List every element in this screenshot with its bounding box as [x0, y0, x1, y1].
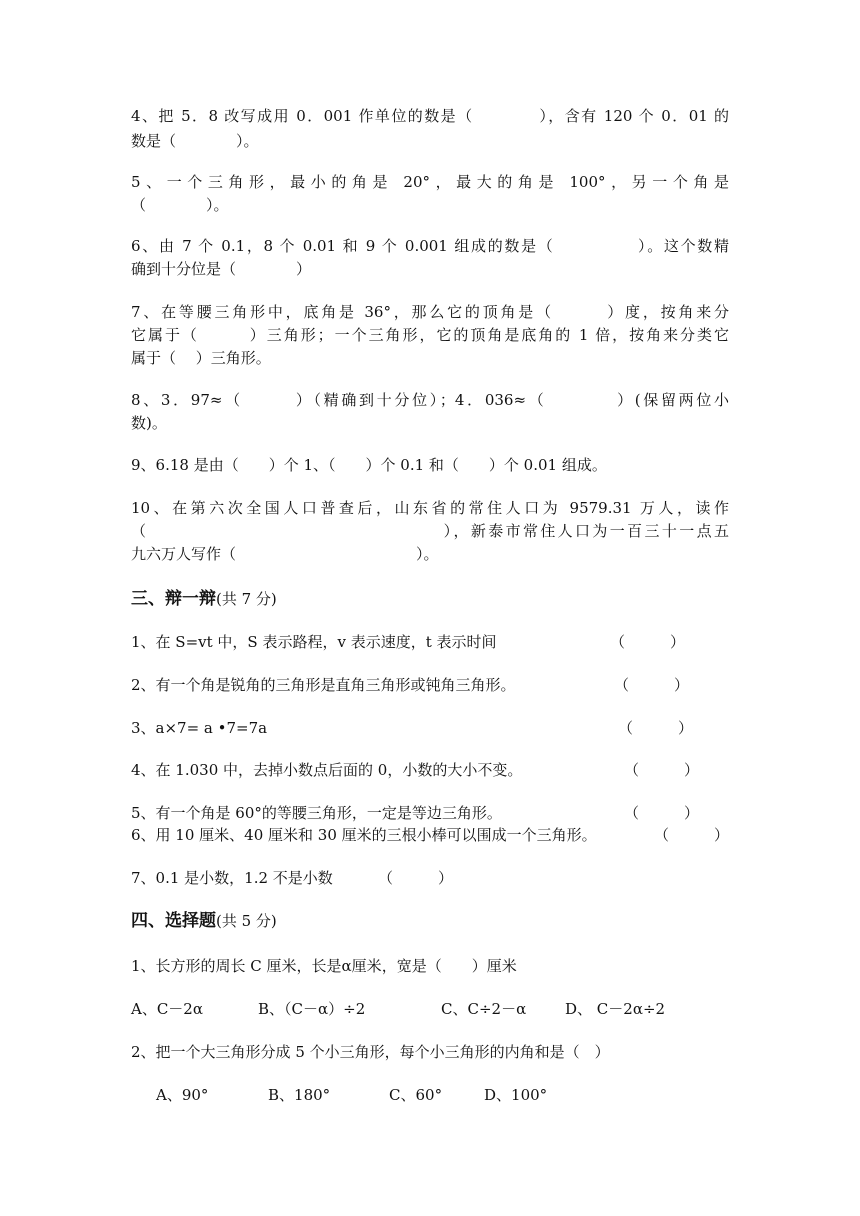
section-3-title: 三、辩一辩 [131, 589, 216, 609]
question-10-line-1: 10、在第六次全国人口普查后，山东省的常住人口为 9579.31 万人，读作 [131, 499, 729, 517]
section-4-title: 四、选择题 [131, 911, 216, 931]
judge-answer-1[interactable]: （ ） [610, 633, 686, 651]
judge-item-6: 6、用 10 厘米、40 厘米和 30 厘米的三根小棒可以围成一个三角形。 [131, 826, 597, 844]
choice-1-option-a[interactable]: A、C－2α [131, 1000, 203, 1018]
judge-answer-6[interactable]: （ ） [654, 826, 730, 844]
question-8-line-2: 数)。 [131, 414, 167, 432]
judge-item-1: 1、在 S=vt 中，S 表示路程，v 表示速度，t 表示时间 [131, 633, 497, 651]
judge-item-3: 3、a×7= a •7=7a [131, 719, 268, 737]
question-5-line-1: 5、一个三角形，最小的角是 20°，最大的角是 100°，另一个角是 [131, 173, 729, 191]
question-5-line-2: （ ）。 [131, 196, 229, 214]
judge-answer-2[interactable]: （ ） [614, 676, 690, 694]
question-7-line-1: 7、在等腰三角形中，底角是 36°，那么它的顶角是（ ）度，按角来分 [131, 303, 729, 321]
choice-2-option-d[interactable]: D、100° [484, 1086, 548, 1104]
question-10-line-3: 九六万人写作（ ）。 [131, 545, 439, 563]
question-7-line-3: 属于（ ）三角形。 [131, 349, 271, 367]
judge-item-7: 7、0.1 是小数，1.2 不是小数 [131, 869, 333, 887]
question-8-line-1: 8、3．97≈（ ）（精确到十分位）；4．036≈（ ）(保留两位小 [131, 391, 729, 409]
judge-item-5: 5、有一个角是 60°的等腰三角形，一定是等边三角形。 [131, 804, 502, 822]
choice-1-option-b[interactable]: B、（C－α）÷2 [258, 1000, 366, 1018]
section-4-points: (共 5 分) [216, 912, 277, 930]
judge-answer-7[interactable]: （ ） [378, 869, 454, 887]
judge-item-2: 2、有一个角是锐角的三角形是直角三角形或钝角三角形。 [131, 676, 516, 694]
choice-question-1: 1、长方形的周长 C 厘米，长是α厘米，宽是（ ）厘米 [131, 957, 517, 975]
question-6-line-1: 6、由 7 个 0.1，8 个 0.01 和 9 个 0.001 组成的数是（ ）。这个数精 [131, 237, 729, 255]
section-4-heading [131, 911, 277, 931]
choice-1-option-d[interactable]: D、 C－2α÷2 [565, 1000, 666, 1018]
judge-answer-3[interactable]: （ ） [618, 719, 694, 737]
choice-2-option-b[interactable]: B、180° [268, 1086, 331, 1104]
question-9: 9、6.18 是由（ ）个 1、（ ）个 0.1 和（ ）个 0.01 组成。 [131, 456, 607, 474]
question-6-line-2: 确到十分位是（ ） [131, 260, 312, 278]
choice-2-option-a[interactable]: A、90° [156, 1086, 209, 1104]
question-7-line-2: 它属于（ ）三角形；一个三角形，它的顶角是底角的 1 倍，按角来分类它 [131, 326, 729, 344]
choice-1-option-c[interactable]: C、C÷2－α [441, 1000, 527, 1018]
choice-question-2: 2、把一个大三角形分成 5 个小三角形，每个小三角形的内角和是（ ） [131, 1043, 610, 1061]
question-10-line-2: （ ），新泰市常住人口为一百三十一点五 [131, 522, 729, 540]
choice-2-option-c[interactable]: C、60° [389, 1086, 443, 1104]
question-4-line-1: 4、把 5．8 改写成用 0．001 作单位的数是（ ），含有 120 个 0．01 的 [131, 107, 729, 125]
judge-answer-4[interactable]: （ ） [624, 761, 700, 779]
question-4-line-2: 数是（ ）。 [131, 132, 259, 150]
section-3-points: (共 7 分) [216, 590, 277, 608]
judge-answer-5[interactable]: （ ） [624, 804, 700, 822]
judge-item-4: 4、在 1.030 中，去掉小数点后面的 0，小数的大小不变。 [131, 761, 523, 779]
section-3-heading [131, 589, 277, 609]
